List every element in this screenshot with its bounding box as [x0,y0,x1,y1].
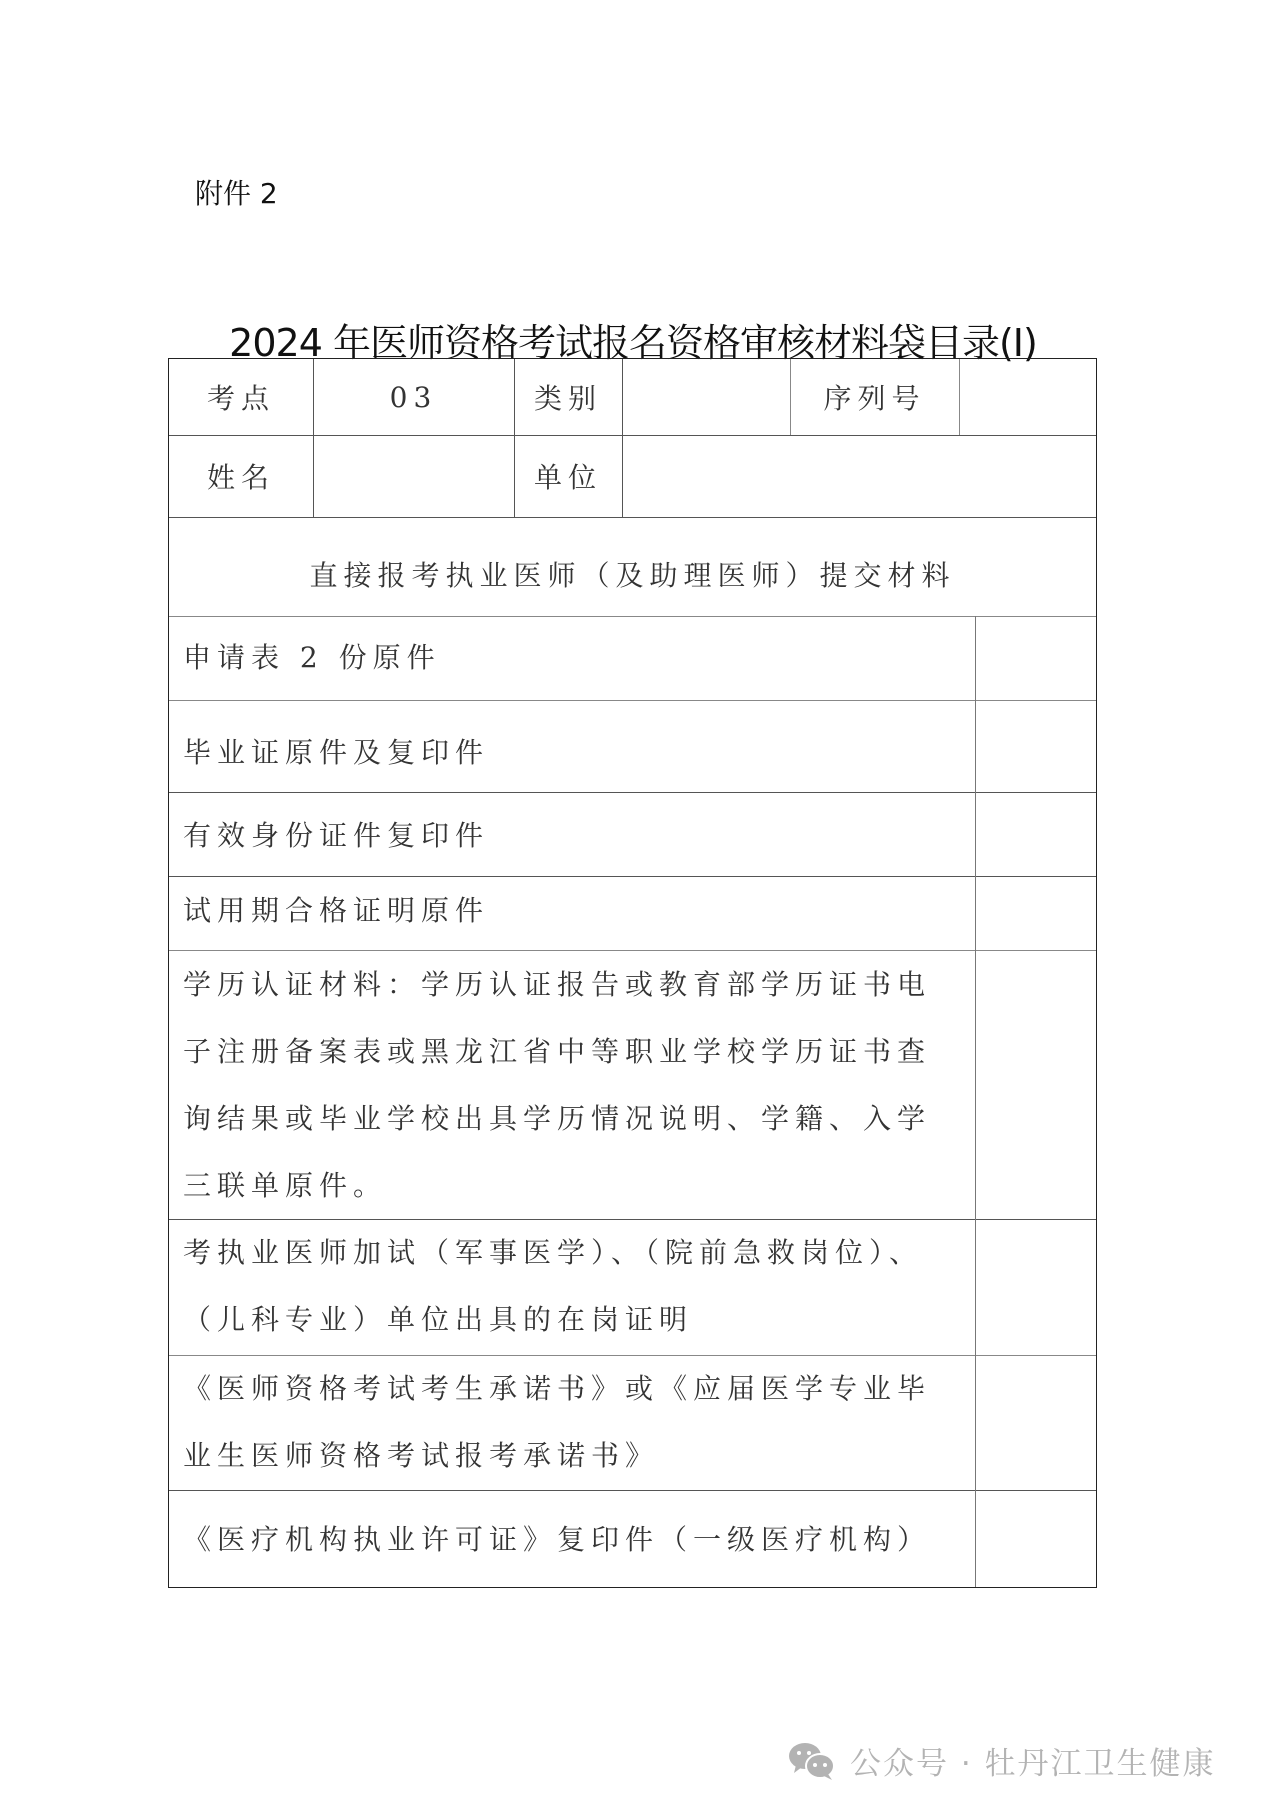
check-cell[interactable] [977,950,1095,1219]
materials-table [168,358,1097,1588]
watermark-text: 公众号 · 牡丹江卫生健康 [850,1746,1216,1782]
exam-site-value[interactable]: 03 [389,380,438,414]
wechat-icon [788,1741,836,1781]
section-heading: 直接报考执业医师（及助理医师）提交材料 [309,559,956,592]
serial-value[interactable] [959,359,1096,435]
category-label: 类别 [533,382,602,415]
material-item: 《医疗机构执业许可证》复印件（一级医疗机构） [183,1523,932,1556]
material-item: 学历认证材料：学历认证报告或教育部学历证书电子注册备案表或黑龙江省中等职业学校学历证书查询结果或毕业学校出具学历情况说明、学籍、入学三联单原件。 [183,968,932,1202]
material-item: 考执业医师加试（军事医学）、（院前急救岗位）、（儿科专业）单位出具的在岗证明 [183,1236,924,1336]
row-divider [169,1490,1096,1491]
watermark [788,1738,1216,1783]
check-cell[interactable] [977,1355,1095,1490]
row-divider [169,517,1096,518]
col-divider [975,616,976,1587]
row-divider [169,616,1096,617]
material-item: 毕业证原件及复印件 [183,736,490,769]
serial-label: 序列号 [823,382,926,415]
check-cell[interactable] [977,616,1095,700]
category-value[interactable] [622,359,790,435]
material-item: 有效身份证件复印件 [183,819,490,852]
check-cell[interactable] [977,700,1095,792]
attachment-label: 附件 2 [195,177,278,210]
check-cell[interactable] [977,1219,1095,1355]
row-divider [169,700,1096,701]
name-label: 姓名 [206,461,275,494]
material-item: 《医师资格考试考生承诺书》或《应届医学专业毕业生医师资格考试报考承诺书》 [183,1372,932,1472]
row-divider [169,792,1096,793]
unit-label: 单位 [533,461,602,494]
page-title: 2024 年医师资格考试报名资格审核材料袋目录(I) [229,321,1037,365]
exam-site-label: 考点 [206,382,275,415]
name-value[interactable] [313,435,514,517]
check-cell[interactable] [977,792,1095,876]
unit-value[interactable] [622,435,1096,517]
check-cell[interactable] [977,1490,1095,1587]
material-item: 申请表 2 份原件 [183,641,441,674]
check-cell[interactable] [977,876,1095,950]
material-item: 试用期合格证明原件 [183,894,490,927]
